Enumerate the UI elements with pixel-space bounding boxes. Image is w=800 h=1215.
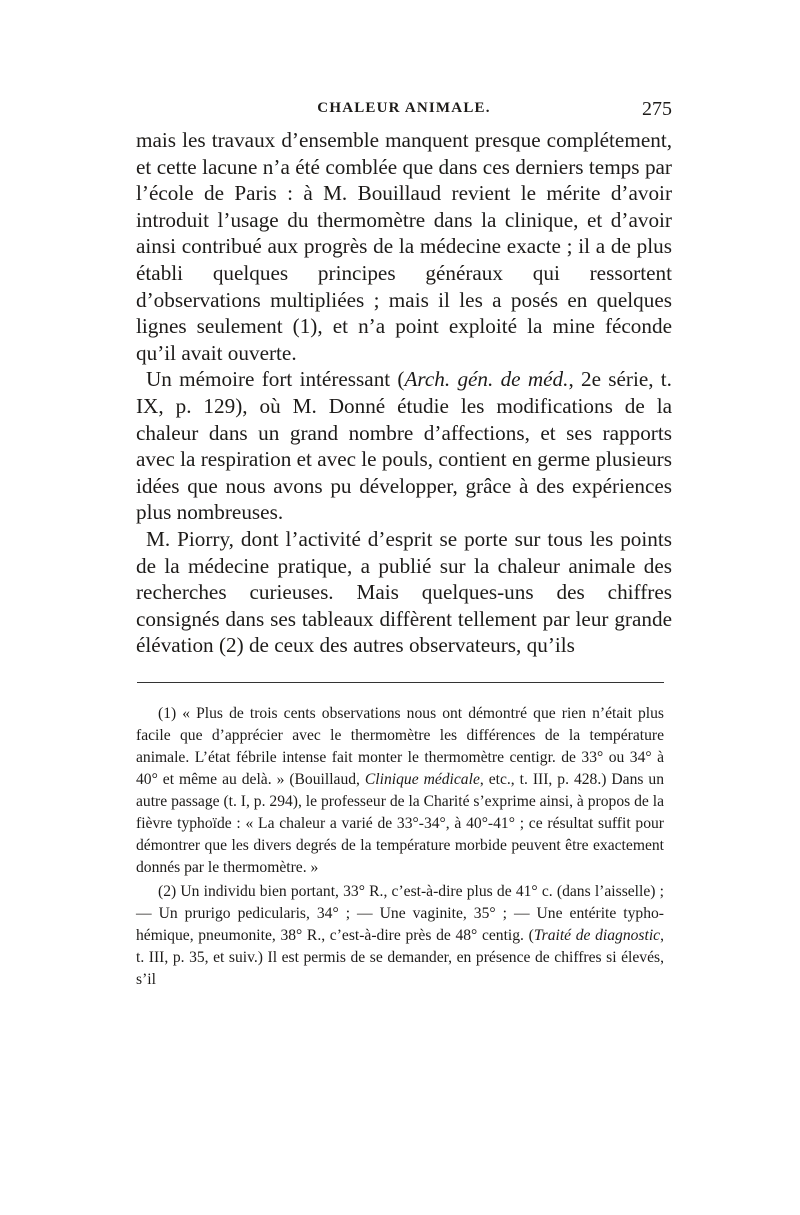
paragraph-2-text-end: , 2e série, t. IX, p. 129), où M. Donné étudie les modifications de la chaleur dans un grand nombre d’affections, et ses rapports avec la respiration et avec le pouls, contient en germe plusieurs idées que nous avons pu développer, grâce à des expériences plus nombreuses. [136, 367, 672, 525]
footnote-2-book-title: Traité de diagnostic [533, 927, 661, 944]
paragraph-2-text-start: Un mémoire fort intéressant ( [146, 367, 405, 392]
paragraph-3: M. Piorry, dont l’activité d’esprit se porte sur tous les points de la médecine pratique, a publié sur la chaleur animale des recherches curieuses. Mais quelques-uns des chiffres consignés dans ses tableaux diffèrent tellement par leur grande élévation (2) de ceux des autres observateurs, qu’ils [136, 526, 672, 658]
page-number: 275 [642, 98, 672, 120]
footnote-1-text-start: (1) « Plus de trois cents observations nous ont démontré que rien n’était plus facile que d’apprécier avec le thermomètre les différences de la température animale. L’état fébrile intense fait monter le thermomètre centigr. de 33° ou 34° à 40° et même au delà. » (Bouillaud, [136, 705, 664, 788]
footnote-2-text-start: (2) Un individu bien portant, 33° R., c’est-à-dire plus de 41° c. (dans l’aisselle) ; — Un prurigo pedicularis, 34° ; — Une vaginite, 35° ; — Une entérite typho-hémique, pneumonite, 38° R., c’est-à-dire près de 48° centig. ( [136, 883, 664, 944]
paragraph-2 [136, 366, 672, 526]
journal-citation: Arch. gén. de méd. [404, 367, 569, 392]
footnotes [136, 703, 664, 991]
running-title: CHALEUR ANIMALE. [317, 100, 491, 116]
running-head [136, 100, 672, 128]
footnote-2-text-end: , t. III, p. 35, et suiv.) Il est permis de se demander, en présence de chiffres si élevés, s’il [136, 927, 664, 988]
footnote-2 [136, 881, 664, 991]
footnote-1 [136, 703, 664, 879]
paragraph-1: mais les travaux d’ensemble manquent presque complétement, et cette lacune n’a été comblée que dans ces derniers temps par l’école de Paris : à M. Bouillaud revient le mérite d’avoir introduit l’usage du thermomètre dans la clinique, et d’avoir ainsi contribué aux progrès de la médecine exacte ; il a de plus établi quelques principes généraux qui ressortent d’observations multipliées ; mais il les a posés en quelques lignes seulement (1), et n’a point exploité la mine féconde qu’il avait ouverte. [136, 128, 672, 365]
footnote-1-text-end: , etc., t. III, p. 428.) Dans un autre passage (t. I, p. 294), le professeur de la Charité s’exprime ainsi, à propos de la fièvre typhoïde : « La chaleur a varié de 33°-34°, à 40°-41° ; ce résultat suffit pour démontrer que les divers degrés de la température morbide peuvent être exactement donnés par le thermomètre. » [136, 771, 664, 876]
main-text [136, 127, 672, 659]
footnote-1-book-title: Clinique médicale [364, 771, 480, 788]
footnote-divider [137, 682, 664, 683]
